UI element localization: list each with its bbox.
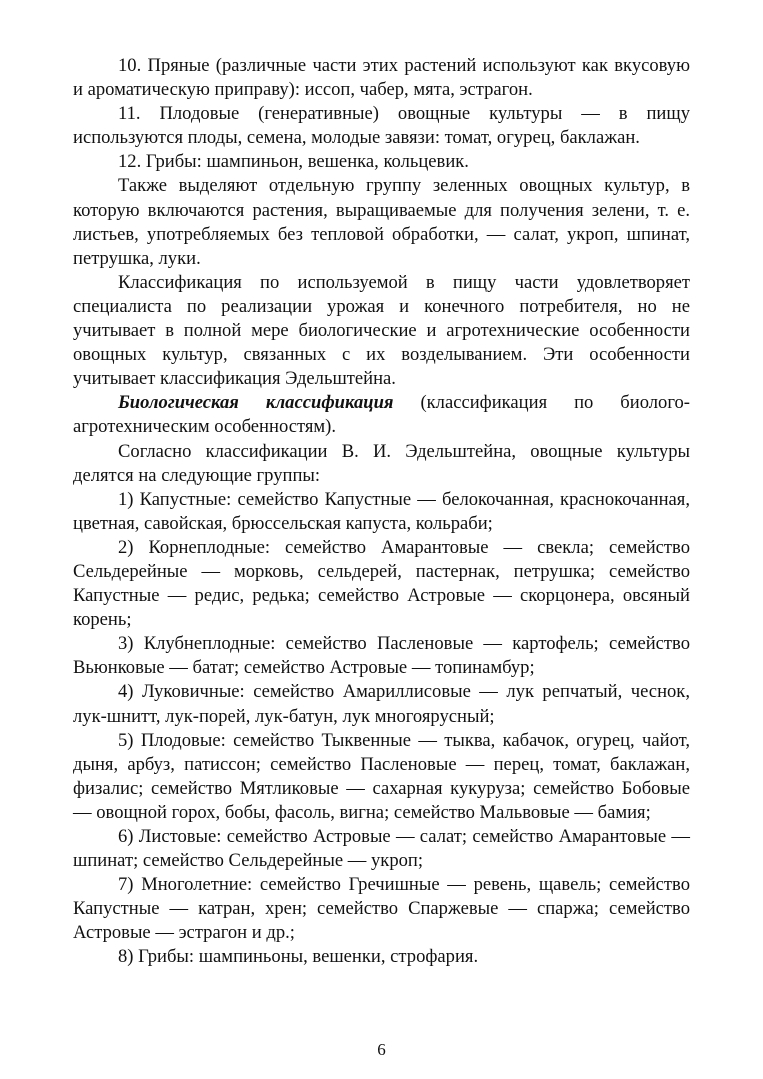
list-item-bulb-crops: 4) Луковичные: семейство Амариллисовые — лук репчатый, чеснок, лук-шнитт, лук-порей, лук-батун, лук многоярусный; bbox=[73, 681, 690, 727]
biological-classification-description: (классификация по биолого-агротехническим особенностям). bbox=[73, 392, 690, 438]
list-item-fruit-crops: 5) Плодовые: семейство Тыквенные — тыква, кабачок, огурец, чайот, дыня, арбуз, патиссон; семейство Пасленовые — перец, томат, баклажан, физалис; семейство Мятликовые — сахарная кукуруза; семейство Бобовые — овощной горох, бобы, фасоль, вигна; семейство Мальвовые — бамия; bbox=[73, 729, 690, 823]
paragraph-greens: Также выделяют отдельную группу зеленных овощных культур, в которую включаются растения, выращиваемые для получения зелени, т. е. листьев, употребляемых без тепловой обработки, — салат, укроп, шпинат, петрушка, луки. bbox=[73, 175, 690, 269]
list-item-leaf-crops: 6) Листовые: семейство Астровые — салат; семейство Амарантовые — шпинат; семейство Сельдерейные — укроп; bbox=[73, 826, 690, 872]
paragraph-spicy: 10. Пряные (различные части этих растений используют как вкусовую и ароматическую приправу): иссоп, чабер, мята, эстрагон. bbox=[73, 55, 690, 101]
paragraph-edelstein-intro: Согласно классификации В. И. Эдельштейна, овощные культуры делятся на следующие группы: bbox=[73, 440, 690, 486]
paragraph-fruit-crops: 11. Плодовые (генеративные) овощные культуры — в пищу используются плоды, семена, молодые завязи: томат, огурец, баклажан. bbox=[73, 103, 690, 149]
paragraph-biological-classification bbox=[73, 391, 690, 439]
list-item-perennials: 7) Многолетние: семейство Гречишные — ревень, щавель; семейство Капустные — катран, хрен; семейство Спаржевые — спаржа; семейство Астровые — эстрагон и др.; bbox=[73, 874, 690, 944]
paragraph-mushrooms: 12. Грибы: шампиньон, вешенка, кольцевик. bbox=[118, 151, 469, 173]
term-biological-classification: Биологическая классификация bbox=[118, 392, 394, 414]
list-item-tuber-crops: 3) Клубнеплодные: семейство Пасленовые — картофель; семейство Вьюнковые — батат; семейство Астровые — топинамбур; bbox=[73, 633, 690, 679]
list-item-cabbage: 1) Капустные: семейство Капустные — белокочанная, краснокочанная, цветная, савойская, брюссельская капуста, кольраби; bbox=[73, 488, 690, 534]
paragraph-classification-usage: Классификация по используемой в пищу части удовлетворяет специалиста по реализации урожая и конечного потребителя, но не учитывает в полной мере биологические и агротехнические особенности овощных культур, связанных с их возделыванием. Эти особенности учитывает классификация Эдельштейна. bbox=[73, 271, 690, 390]
page-body bbox=[73, 54, 690, 970]
list-item-mushrooms: 8) Грибы: шампиньоны, вешенки, строфария. bbox=[118, 946, 479, 968]
list-item-root-crops: 2) Корнеплодные: семейство Амарантовые — свекла; семейство Сельдерейные — морковь, сельдерей, пастернак, петрушка; семейство Капустные — редис, редька; семейство Астровые — скорцонера, овсяный корень; bbox=[73, 536, 690, 631]
page-number: 6 bbox=[377, 1040, 386, 1059]
